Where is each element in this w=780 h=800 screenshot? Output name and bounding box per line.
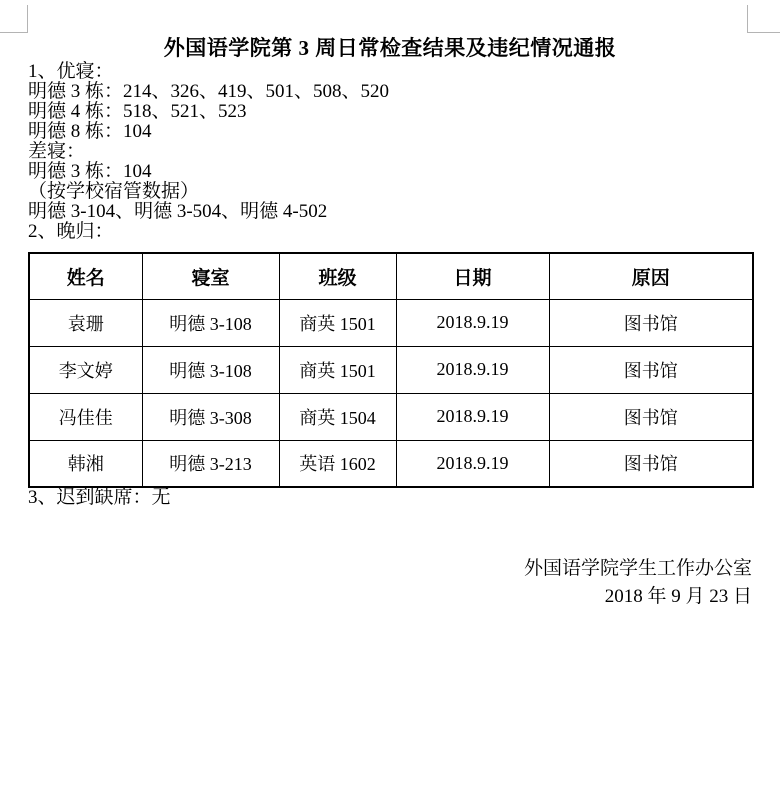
header-date: 日期 [396,253,549,299]
dorm-data-note-rooms: 明德 3-104、明德 3-504、明德 4-502 [28,201,328,222]
table-row [29,440,753,487]
cell-class: 商英 1504 [279,393,396,440]
cell-name: 袁珊 [29,299,142,346]
table-row [29,393,753,440]
cell-reason: 图书馆 [549,299,753,346]
late-return-table [28,252,754,488]
cell-reason: 图书馆 [549,393,753,440]
section3-line: 3、迟到缺席：无 [28,487,171,508]
good-dorm-line: 明德 4 栋：518、521、523 [28,101,247,122]
bad-dorm-heading: 差寝： [28,141,86,162]
cell-name: 李文婷 [29,346,142,393]
cell-dorm: 明德 3-308 [142,393,279,440]
signature-block [28,558,752,608]
bad-dorm-line: 明德 3 栋：104 [28,161,152,182]
section2-heading: 2、晚归： [28,221,114,242]
header-name: 姓名 [29,253,142,299]
page-title: 外国语学院第 3 周日常检查结果及违纪情况通报 [163,36,617,60]
cell-name: 冯佳佳 [29,393,142,440]
cell-class: 英语 1602 [279,440,396,487]
header-reason: 原因 [549,253,753,299]
cell-dorm: 明德 3-108 [142,299,279,346]
cell-class: 商英 1501 [279,299,396,346]
cell-class: 商英 1501 [279,346,396,393]
table-row [29,299,753,346]
cell-date: 2018.9.19 [396,393,549,440]
header-class: 班级 [279,253,396,299]
header-dorm: 寝室 [142,253,279,299]
cell-dorm: 明德 3-108 [142,346,279,393]
cell-date: 2018.9.19 [396,299,549,346]
cell-date: 2018.9.19 [396,440,549,487]
cell-date: 2018.9.19 [396,346,549,393]
cell-reason: 图书馆 [549,440,753,487]
cell-reason: 图书馆 [549,346,753,393]
signature-date: 2018 年 9 月 23 日 [604,586,752,607]
good-dorm-line: 明德 3 栋：214、326、419、501、508、520 [28,81,390,102]
good-dorm-line: 明德 8 栋：104 [28,121,152,142]
cell-dorm: 明德 3-213 [142,440,279,487]
signature-org: 外国语学院学生工作办公室 [523,558,752,579]
table-header-row [29,253,753,299]
section1-heading: 1、优寝： [28,61,114,82]
dorm-data-note: （按学校宿管数据） [28,181,200,202]
cell-name: 韩湘 [29,440,142,487]
table-row [29,346,753,393]
